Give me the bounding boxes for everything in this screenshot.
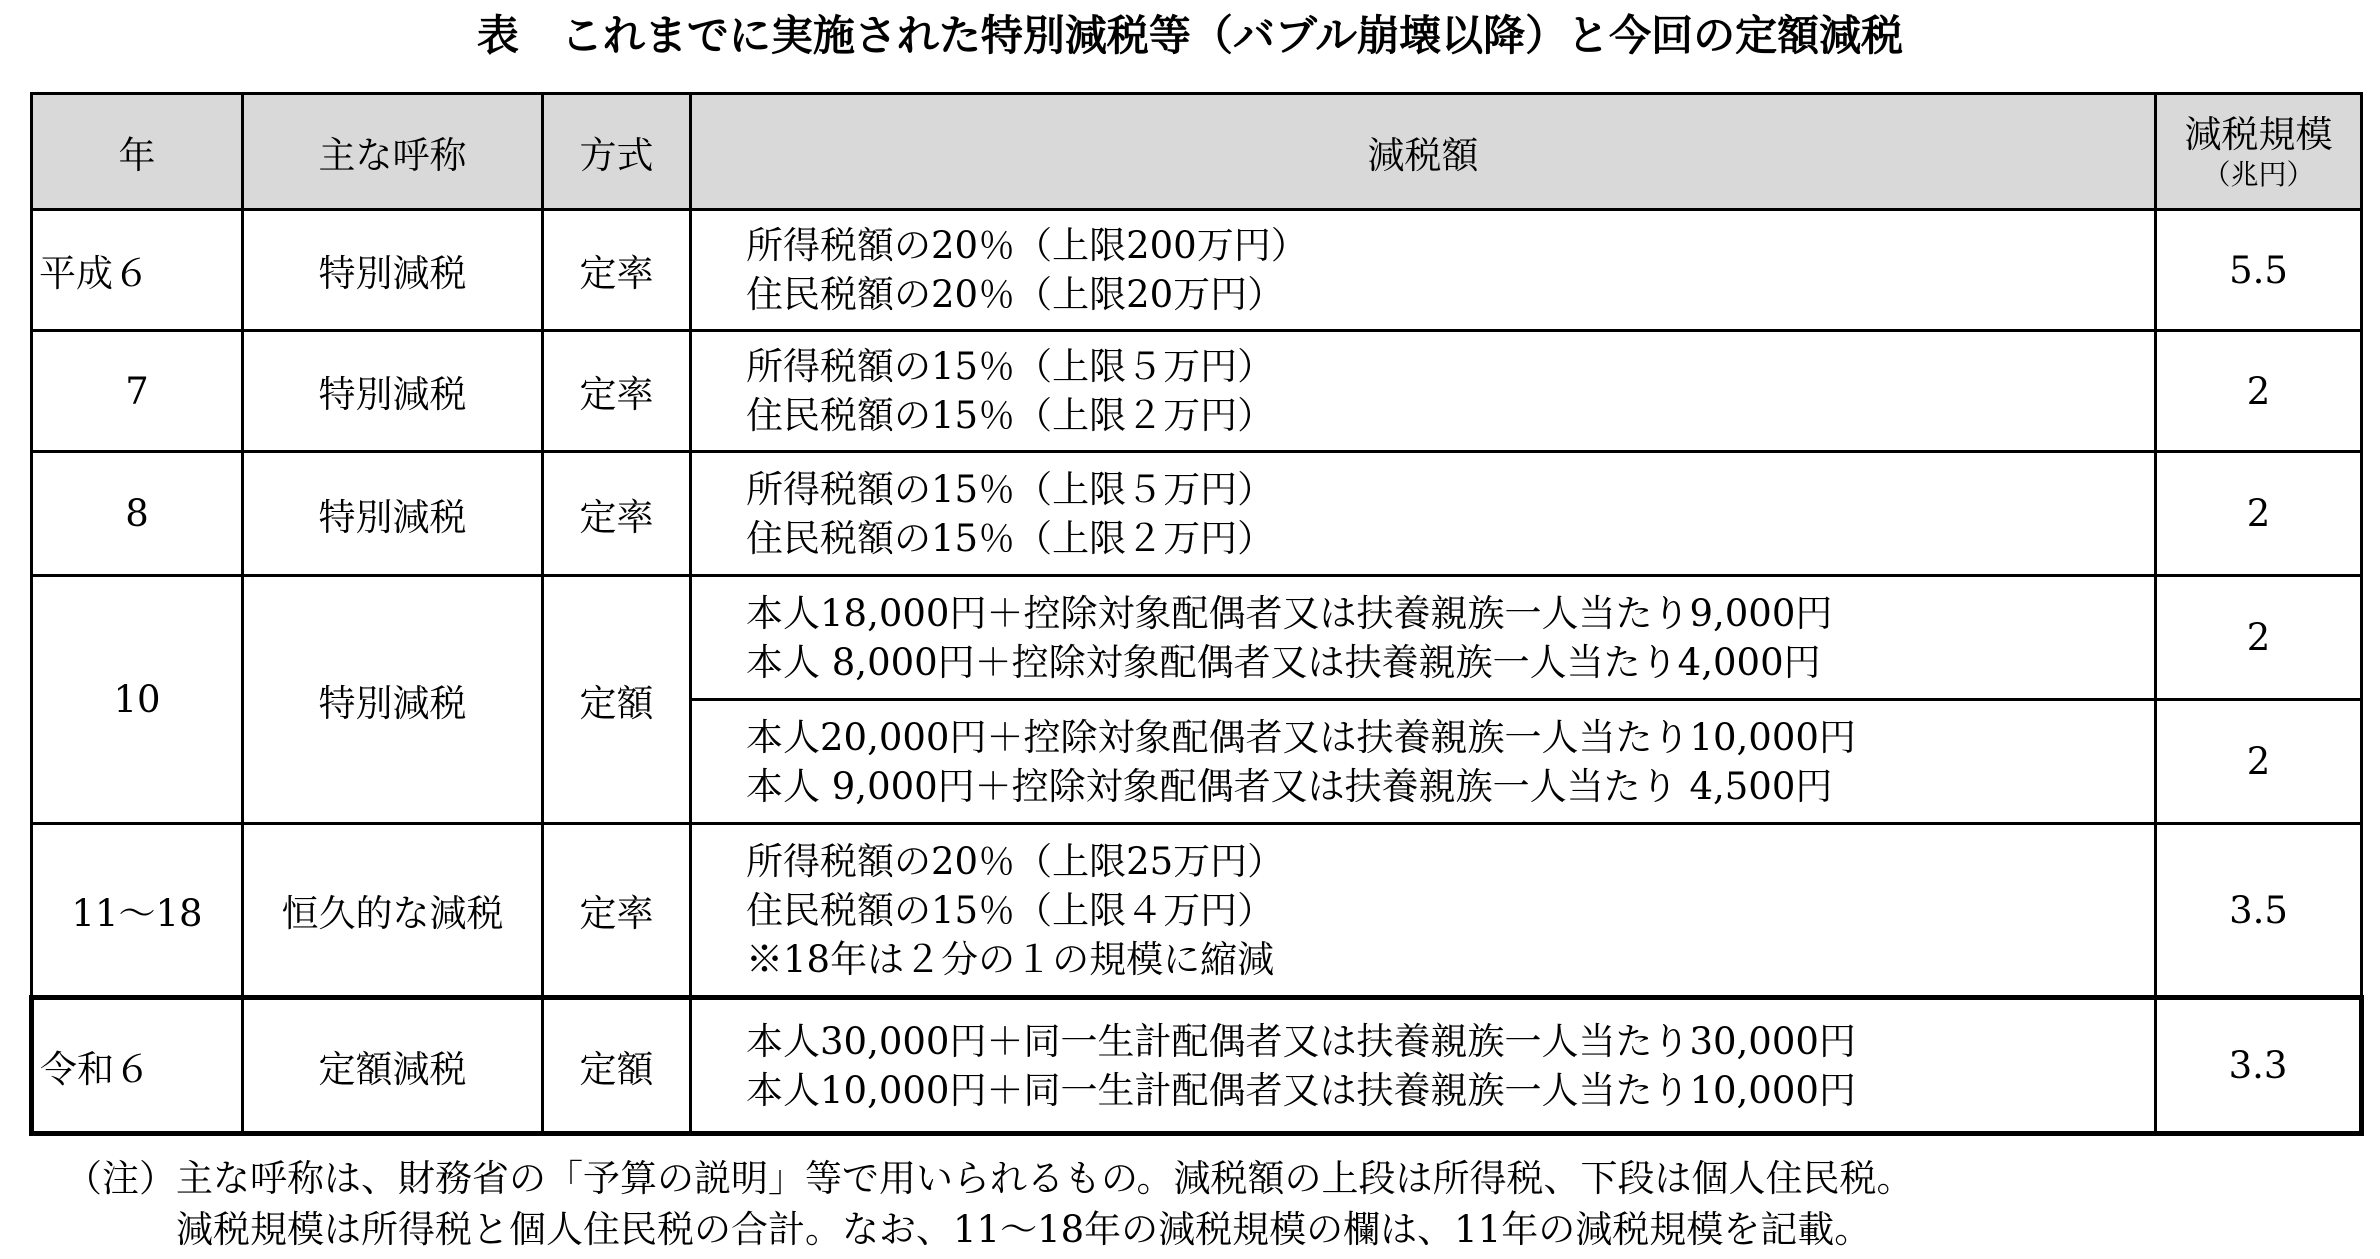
- amount-line-income: 本人20,000円＋控除対象配偶者又は扶養親族一人当たり10,000円: [746, 715, 1856, 759]
- year-cell: 平成６: [32, 210, 243, 331]
- year-cell: 11～18: [32, 824, 243, 998]
- scale-cell: 2: [2156, 576, 2362, 700]
- name-cell: 特別減税: [243, 331, 543, 452]
- amount-line-note: ※18年は２分の１の規模に縮減: [746, 937, 1275, 981]
- amount-cell: [691, 331, 2156, 452]
- name-cell: 特別減税: [243, 452, 543, 576]
- table-row: [32, 824, 2362, 998]
- amount-line-resident: 本人10,000円＋同一生計配偶者又は扶養親族一人当たり10,000円: [746, 1068, 1856, 1112]
- amount-line-resident: 本人 8,000円＋控除対象配偶者又は扶養親族一人当たり4,000円: [746, 640, 1821, 684]
- table-row: [32, 210, 2362, 331]
- amount-line-income: 本人18,000円＋控除対象配偶者又は扶養親族一人当たり9,000円: [746, 591, 1833, 635]
- table-row: [32, 576, 2362, 700]
- header-scale: [2156, 94, 2362, 210]
- year-cell: 8: [32, 452, 243, 576]
- amount-line-resident: 住民税額の20％（上限20万円）: [746, 273, 1285, 316]
- scale-cell: 2: [2156, 700, 2362, 824]
- year-cell: 10: [32, 576, 243, 824]
- amount-cell: [691, 824, 2156, 998]
- header-year: 年: [32, 94, 243, 210]
- amount-line-income: 所得税額の20％（上限200万円）: [746, 224, 1308, 267]
- amount-line-resident: 本人 9,000円＋控除対象配偶者又は扶養親族一人当たり 4,500円: [746, 764, 1833, 808]
- year-cell: 令和６: [32, 998, 243, 1134]
- method-cell: 定額: [543, 576, 691, 824]
- scale-cell: 5.5: [2156, 210, 2362, 331]
- scale-cell: 2: [2156, 331, 2362, 452]
- name-cell: 定額減税: [243, 998, 543, 1134]
- method-cell: 定率: [543, 824, 691, 998]
- footnotes: [65, 1153, 2365, 1255]
- amount-line-resident: 住民税額の15％（上限２万円）: [746, 516, 1275, 560]
- amount-cell: [691, 210, 2156, 331]
- name-cell: 特別減税: [243, 576, 543, 824]
- tax-cut-table: [29, 92, 2364, 1136]
- method-cell: 定率: [543, 210, 691, 331]
- method-cell: 定率: [543, 452, 691, 576]
- year-cell: 7: [32, 331, 243, 452]
- table-row-highlighted: [32, 998, 2362, 1134]
- method-cell: 定額: [543, 998, 691, 1134]
- amount-cell: [691, 700, 2156, 824]
- header-row: [32, 94, 2362, 210]
- header-name: 主な呼称: [243, 94, 543, 210]
- table-row: [32, 452, 2362, 576]
- name-cell: 特別減税: [243, 210, 543, 331]
- amount-line-income: 所得税額の15％（上限５万円）: [746, 345, 1275, 388]
- header-scale-unit: （兆円）: [2202, 157, 2315, 191]
- footnote-line: 減税規模は所得税と個人住民税の合計。なお、11～18年の減税規模の欄は、11年の減税規模を記載。: [65, 1208, 1872, 1251]
- amount-line-income: 所得税額の15％（上限５万円）: [746, 467, 1275, 511]
- amount-cell: [691, 998, 2156, 1134]
- header-scale-label: 減税規模: [2184, 112, 2333, 156]
- name-cell: 恒久的な減税: [243, 824, 543, 998]
- scale-cell: 3.5: [2156, 824, 2362, 998]
- amount-line-resident: 住民税額の15％（上限２万円）: [746, 394, 1275, 437]
- header-amount: 減税額: [691, 94, 2156, 210]
- amount-line-resident: 住民税額の15％（上限４万円）: [746, 888, 1275, 932]
- table-row: [32, 331, 2362, 452]
- footnote-line: （注）主な呼称は、財務省の「予算の説明」等で用いられるもの。減税額の上段は所得税、下段は個人住民税。: [65, 1157, 1914, 1200]
- header-method: 方式: [543, 94, 691, 210]
- amount-cell: [691, 452, 2156, 576]
- amount-line-income: 本人30,000円＋同一生計配偶者又は扶養親族一人当たり30,000円: [746, 1019, 1856, 1063]
- method-cell: 定率: [543, 331, 691, 452]
- amount-line-income: 所得税額の20％（上限25万円）: [746, 839, 1285, 883]
- page-title: 表 これまでに実施された特別減税等（バブル崩壊以降）と今回の定額減税: [476, 11, 1904, 60]
- amount-cell: [691, 576, 2156, 700]
- scale-cell: 3.3: [2156, 998, 2362, 1134]
- scale-cell: 2: [2156, 452, 2362, 576]
